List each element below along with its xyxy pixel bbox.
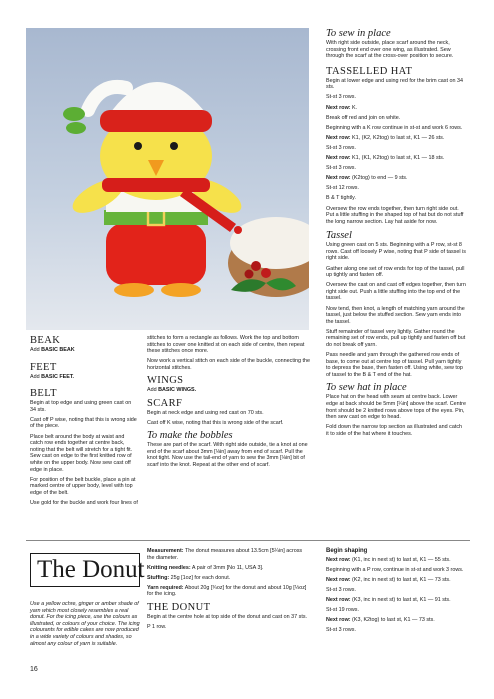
wings-heading: WINGS — [147, 375, 184, 387]
hat-row4 — [326, 175, 466, 182]
belt-p2: Cast off P wise, noting that this is wrong side of the piece. — [30, 416, 137, 430]
shaping-s8: St-st 3 rows. — [326, 627, 356, 634]
donut-title: The Donut — [37, 556, 145, 583]
hat-row2-text: K1, (K2, K2tog) to last st, K1 — 26 sts. — [350, 134, 445, 141]
knitted-chick-illustration — [26, 28, 309, 330]
hat-p6: St-st 3 rows. — [326, 165, 356, 172]
belt-cont-p1: stitches to form a rectangle as follows. Work the top and bottom stitches to cover one knitted st on each side of centre, then repeat these stitches once more. — [147, 335, 305, 355]
hat-p2: St-st 3 rows. — [326, 94, 356, 101]
hat-row4-label: Next row: — [326, 175, 351, 182]
toy-photo — [26, 28, 309, 330]
shaping-row3 — [326, 577, 466, 584]
feet-text — [30, 374, 138, 381]
wings-text-pre: Add — [147, 387, 159, 394]
section-divider — [26, 540, 470, 541]
hat-row3 — [326, 155, 466, 162]
sewhat-heading: To sew hat in place — [326, 382, 407, 394]
shaping-row1-label: Next row: — [326, 556, 351, 563]
shaping-s4: St-st 3 rows. — [326, 586, 356, 593]
donut-p1: Begin at the centre hole at top side of the donut and cast on 37 sts. — [147, 613, 308, 620]
hat-row1-text: K. — [350, 104, 358, 111]
tassel-p1: Using green cast on 5 sts. Beginning with a P row, st-st 8 rows. Cast off loosely P wise, noting that P side of tassel is right side. — [326, 242, 466, 262]
shaping-heading: Begin shaping — [326, 548, 368, 554]
donut-measurement-label: Measurement: — [147, 548, 184, 554]
shaping-row5-label: Next row: — [326, 596, 351, 603]
sewhat-p1: Place hat on the head with seam at centre back. Lower edge at back should be 5mm [¼in] above the scarf. Centre front should be 2 knitted rows above tops of the eyes. Pin, then sew cast on edge to head. — [326, 394, 466, 421]
hat-p8: B & T tightly. — [326, 195, 356, 202]
shaping-row3-label: Next row: — [326, 576, 351, 583]
sewhat-p2: Fold down the narrow top section as illustrated and catch it to side of the hat where it touches. — [326, 424, 463, 437]
shaping-row7-text: (K3, K2tog) to last st, K1 — 73 sts. — [350, 617, 435, 624]
beak-heading: BEAK — [30, 335, 61, 346]
tassel-p4: Now tend, then knot, a length of matching yarn around the tassel, just below the stuffed section. Sew yarn ends into the tassel. — [326, 305, 465, 325]
hat-row1-label: Next row: — [326, 104, 351, 111]
donut-needles — [147, 565, 311, 572]
donut-measurement-text: The donut measures about 13.5cm [5¼in] across the diameter. — [147, 548, 303, 561]
column-right — [326, 28, 466, 441]
donut-yarn-text: About 20g [¾oz] for the donut and about 10g [⅓oz] for the icing. — [147, 584, 307, 598]
hat-row2 — [326, 135, 466, 142]
beak-text-pre: Add — [30, 347, 42, 353]
shaping-row3-text: (K2, inc in next st) to last st, K1 — 73 sts. — [350, 576, 451, 583]
donut-stuffing-text: 25g [1oz] for each donut. — [169, 574, 231, 581]
wings-text — [147, 387, 311, 394]
belt-p4: For position of the belt buckle, place a pin at marked centre of upper body, level with top edge of the belt. — [30, 476, 136, 496]
hat-p9: Oversew the row ends together, then turn right side out. Put a little stuffing in the shaped top of hat but do not stuff the long narrow section. Lay hat aside for now. — [326, 205, 464, 225]
hat-p7: St-st 12 rows. — [326, 185, 359, 192]
feet-heading: FEET — [30, 361, 57, 373]
column-middle — [147, 335, 311, 472]
hat-row3-label: Next row: — [326, 155, 351, 162]
shaping-row7 — [326, 617, 466, 624]
shaping-s6: St-st 19 rows. — [326, 607, 359, 614]
scarf-p1: Begin at neck edge and using red cast on 70 sts. — [147, 410, 264, 417]
hat-p1: Begin at lower edge and using red for the brim cast on 34 sts. — [326, 77, 463, 91]
scarf-heading: SCARF — [147, 398, 183, 410]
shaping-row5 — [326, 597, 466, 604]
donut-yarn — [147, 585, 311, 598]
donut-intro: Use a yellow ochre, ginger or amber shade of yarn which most closely resembles a real donut. For the icing piece, use the colours as illustrated, or colours of your choice. The icing colourants for edible cakes are now produced in a wide variety of colours and shades, so almost any colour of yarn is suitable. — [30, 601, 140, 647]
tassel-p2: Gather along one set of row ends for top of the tassel, pull up tightly and fasten off. — [326, 265, 465, 279]
donut-needles-label: Knitting needles: — [147, 564, 191, 571]
sew-text: With right side outside, place scarf around the neck, crossing front end over one wing, as illustrated. Sew through the scarf at the cross-over position to secure. — [326, 40, 454, 60]
shaping-s2: Beginning with a P row, continue in st-st and work 3 rows. — [326, 566, 464, 573]
shaping-row1 — [326, 557, 466, 564]
bobbles-text: These are part of the scarf. With right side outside, tie a knot at one end of the scarf about 3mm [⅛in] away from end of scarf. Pull the knot tight. Now use the tail-end of yarn to sew the 3mm [⅛in] bit of scarf into the knot. Repeat at the other end of scarf. — [147, 442, 308, 469]
hat-row1 — [326, 105, 466, 112]
sew-heading: To sew in place — [326, 28, 391, 39]
belt-p5: Use gold for the buckle and work four lines of — [30, 499, 138, 506]
donut-needles-text: A pair of 3mm [No 11, USA 3]. — [190, 564, 264, 571]
hat-row2-label: Next row: — [326, 134, 351, 141]
donut-stuffing-label: Stuffing: — [147, 574, 170, 581]
hat-p5: St-st 3 rows. — [326, 144, 356, 151]
donut-column-right — [326, 548, 466, 637]
donut-column-middle — [147, 548, 311, 634]
tassel-p5: Stuff remainder of tassel very lightly. Gather round the remaining set of row ends, pull up tightly and fasten off but do not break off yarn. — [326, 328, 466, 348]
scarf-p2: Cast off K wise, noting that this is wrong side of the scarf. — [147, 420, 284, 427]
donut-stuffing — [147, 575, 311, 582]
shaping-row7-label: Next row: — [326, 617, 351, 624]
donut-p2: P 1 row. — [147, 623, 167, 630]
donut-measurement — [147, 548, 311, 561]
wings-text-bold: BASIC WINGS. — [158, 387, 197, 394]
donut-yarn-label: Yarn required: — [147, 584, 184, 591]
bobbles-heading: To make the bobbles — [147, 430, 233, 442]
beak-text — [30, 347, 138, 354]
hat-row3-text: K1, (K1, K2tog) to last st, K1 — 18 sts. — [350, 155, 445, 162]
feet-text-bold: BASIC FEET. — [41, 373, 75, 380]
hat-p3: Break off red and join on white. — [326, 114, 401, 121]
page-number: 16 — [30, 666, 38, 673]
hat-row4-text: (K2tog) to end — 9 sts. — [350, 175, 408, 182]
feet-text-pre: Add — [30, 373, 42, 380]
belt-heading: BELT — [30, 388, 57, 400]
shaping-row5-text: (K3, inc in next st) to last st, K1 — 91 sts. — [350, 596, 451, 603]
shaping-row1-text: (K1, inc in next st) to last st, K1 — 55 sts. — [350, 556, 451, 563]
belt-cont-p2: Now work a vertical stitch on each side of the buckle, connecting the horizontal stitches. — [147, 358, 311, 371]
hat-p4: Beginning with a K row continue in st-st and work 6 rows. — [326, 124, 463, 131]
belt-p3: Place belt around the body at waist and catch row ends together at centre back, noting that the belt will stretch for a tight fit. Sew cast on edge to the first knitted row of white on the upper body. Now sew cast off edge in place. — [30, 433, 133, 473]
tassel-p6: Pass needle and yarn through the gathered row ends of base, to come out at centre top of tassel. Pull yarn tightly to depress the base, then fasten off. Using white, sew top of tassel to the B & T end of the hat. — [326, 352, 463, 378]
beak-text-bold: BASIC BEAK — [41, 347, 75, 353]
hat-heading: TASSELLED HAT — [326, 65, 413, 77]
tassel-heading: Tassel — [326, 230, 352, 242]
belt-p1: Begin at top edge and using green cast on 34 sts. — [30, 400, 132, 413]
the-donut-heading: THE DONUT — [147, 601, 211, 613]
tassel-p3: Oversew the cast on and cast off edges together, then turn right side out. Push a little stuffing into the top end of the tassel. — [326, 282, 466, 302]
donut-title-box — [30, 553, 145, 587]
column-left — [30, 335, 138, 510]
